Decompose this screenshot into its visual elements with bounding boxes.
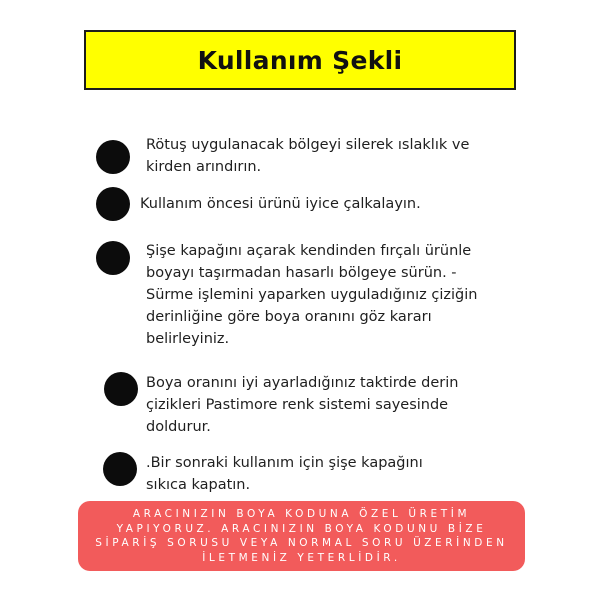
page-title: Kullanım Şekli	[197, 45, 403, 75]
step-text: Şişe kapağını açarak kendinden fırçalı ürünle boyayı taşırmadan hasarlı bölgeye sürün. - Sürme işlemini yaparken uyguladığınız çiziğin derinliğine göre boya oranını göz kararı belirleyiniz.	[146, 243, 478, 347]
banner-text: ARACINIZIN BOYA KODUNA ÖZEL ÜRETİM YAPIYORUZ. ARACINIZIN BOYA KODUNU BİZE SİPARİŞ SORUSU VEYA NORMAL SORU ÜZERİNDEN İLETMENİZ YETERLİDİR.	[95, 508, 508, 564]
step-text: Kullanım öncesi ürünü iyice çalkalayın.	[140, 196, 421, 212]
step-text: Boya oranını iyi ayarladığınız taktirde derin çizikleri Pastimore renk sistemi sayesinde doldurur.	[146, 375, 459, 435]
bullet-icon	[103, 452, 137, 486]
bullet-icon	[96, 140, 130, 174]
bullet-icon	[104, 372, 138, 406]
title-box	[84, 30, 516, 90]
step-text: Rötuş uygulanacak bölgeyi silerek ıslaklık ve kirden arındırın.	[146, 137, 470, 175]
order-info-banner	[78, 501, 525, 571]
bullet-icon	[96, 241, 130, 275]
bullet-icon	[96, 187, 130, 221]
step-text: .Bir sonraki kullanım için şişe kapağını sıkıca kapatın.	[146, 455, 423, 493]
